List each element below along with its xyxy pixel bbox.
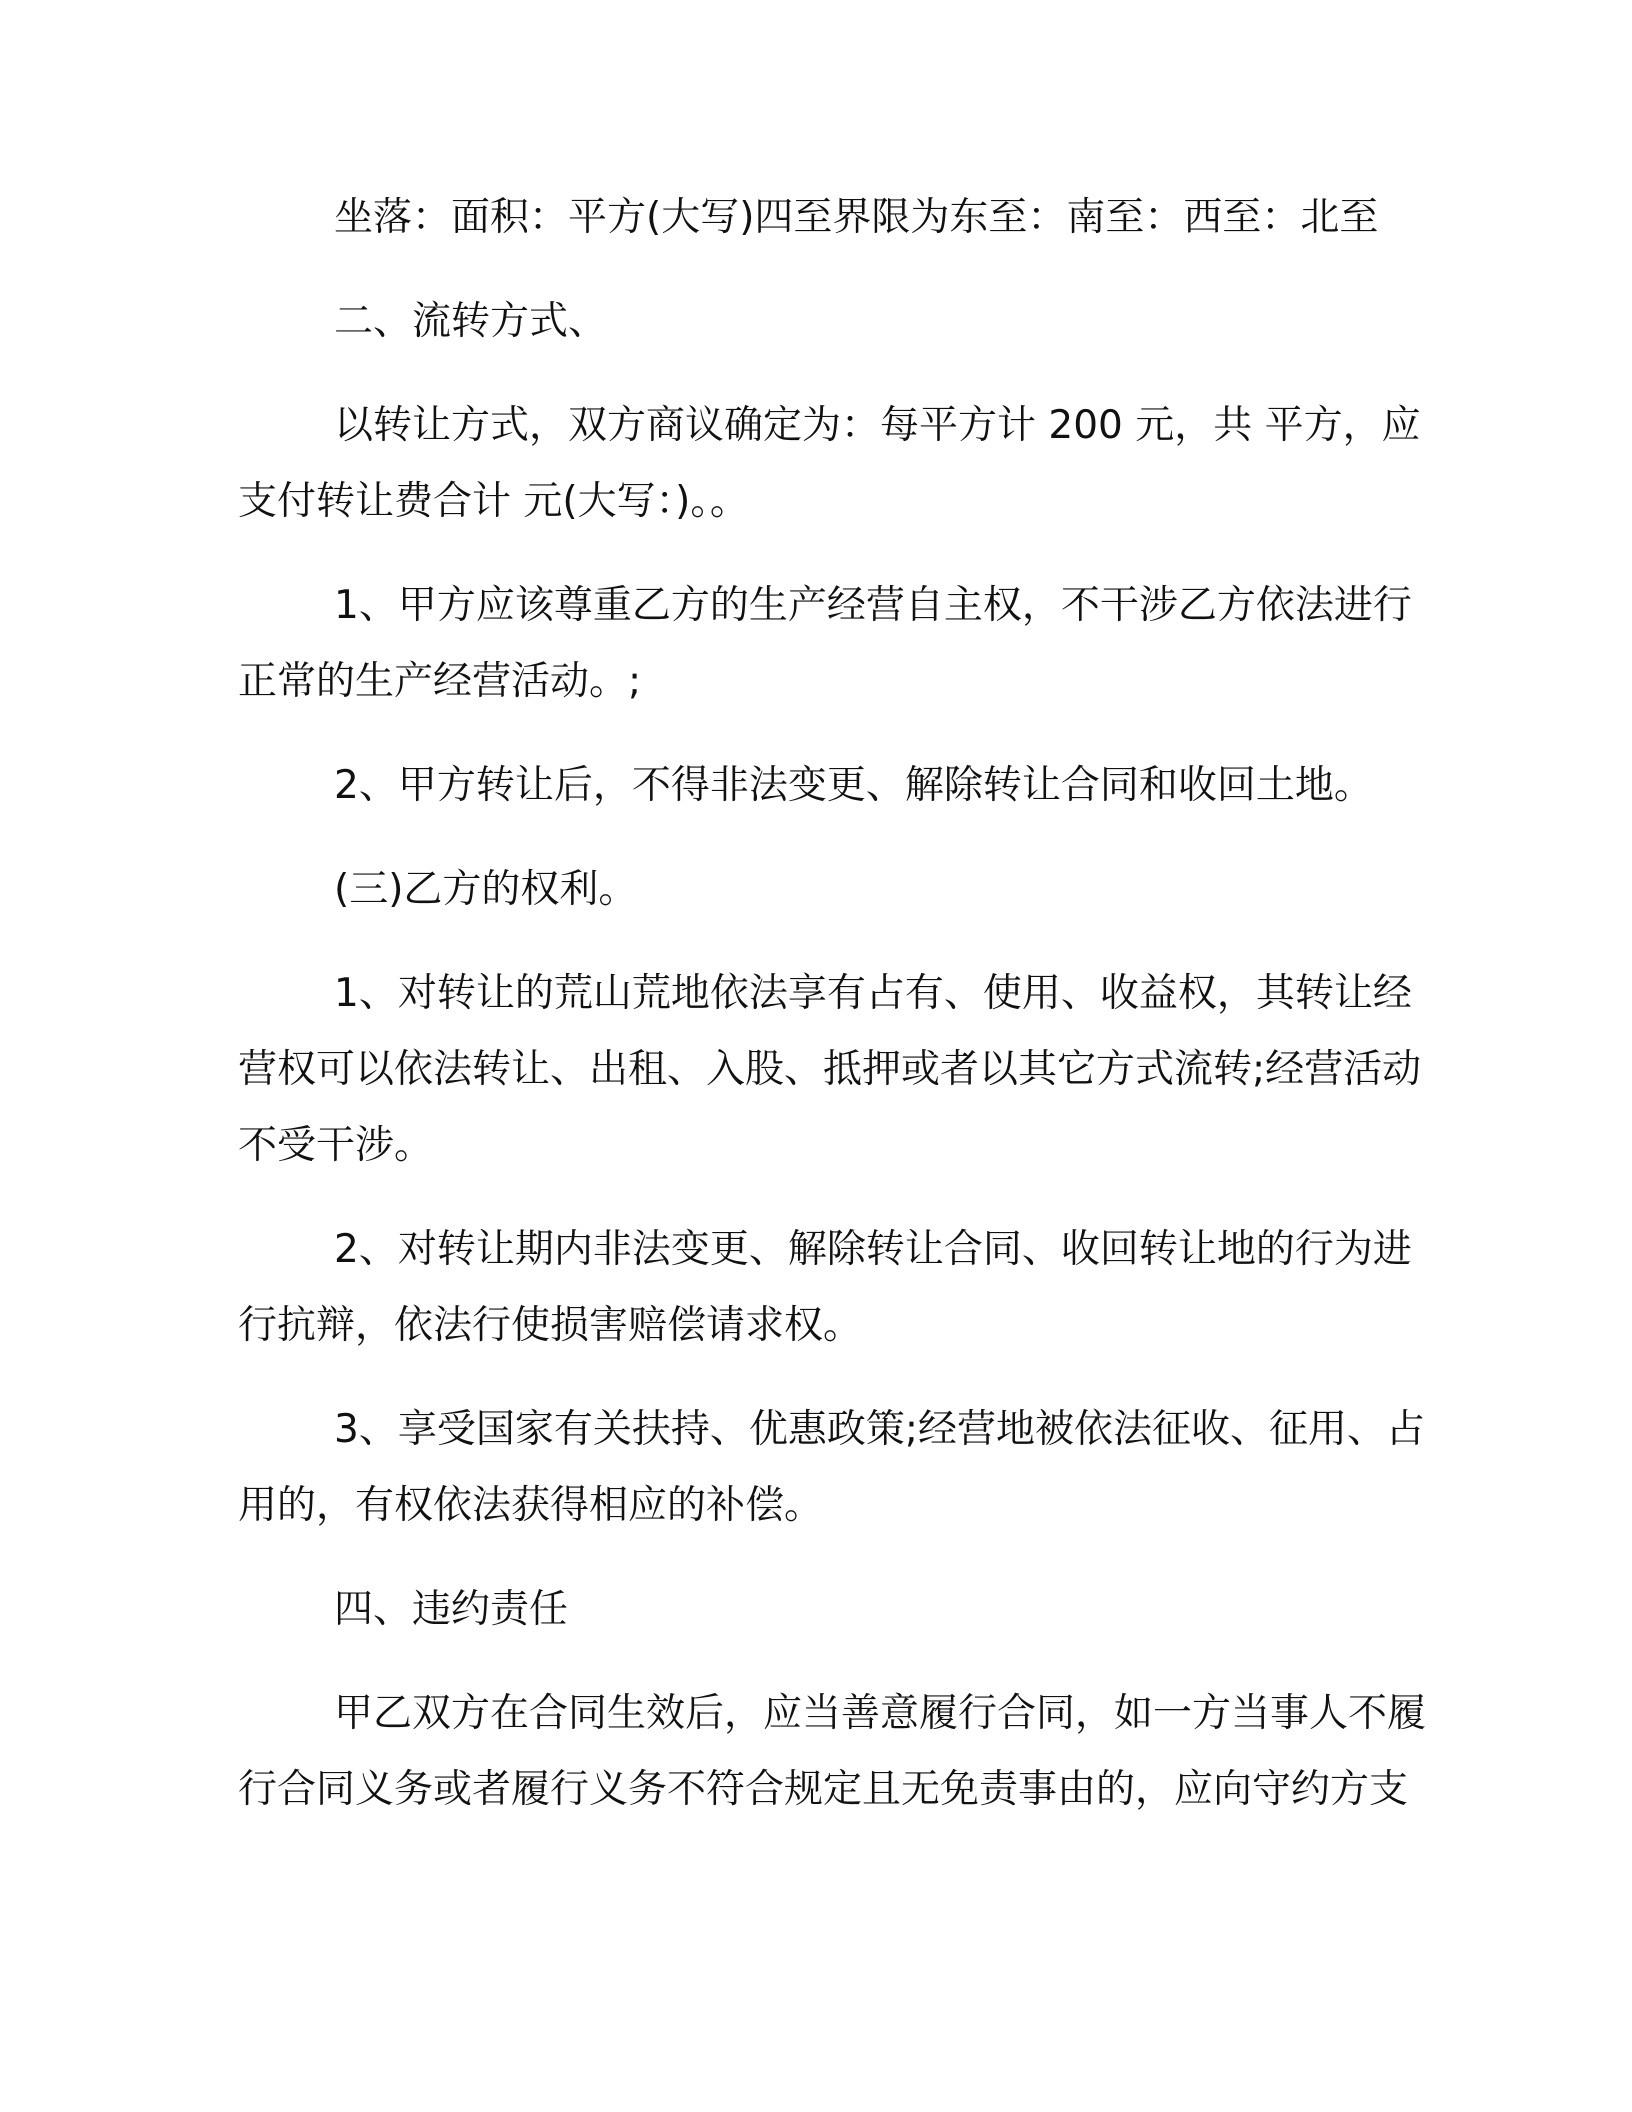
text-line-party-a-clause-2: 2、甲方转让后，不得非法变更、解除转让合同和收回土地。	[334, 763, 1373, 808]
text-line-party-b-clause-1-cont: 营权可以依法转让、出租、入股、抵押或者以其它方式流转;经营活动	[238, 1047, 1422, 1092]
text-line-party-b-clause-2-cont: 行抗辩，依法行使损害赔偿请求权。	[238, 1303, 863, 1348]
text-line-party-b-clause-2: 2、对转让期内非法变更、解除转让合同、收回转让地的行为进	[334, 1227, 1412, 1272]
text-line-party-b-clause-1: 1、对转让的荒山荒地依法享有占有、使用、收益权，其转让经	[334, 971, 1412, 1016]
text-line-breach-clause-cont: 行合同义务或者履行义务不符合规定且无免责事由的，应向守约方支	[238, 1767, 1409, 1812]
text-line-transfer-fee: 支付转让费合计 元(大写：)。。	[238, 479, 749, 524]
text-line-location: 坐落：面积：平方(大写)四至界限为东至：南至：西至：北至	[334, 195, 1379, 240]
text-line-party-b-clause-1-end: 不受干涉。	[238, 1123, 434, 1168]
text-line-party-a-clause-1-cont: 正常的生产经营活动。;	[238, 659, 642, 704]
text-line-party-b-clause-3: 3、享受国家有关扶持、优惠政策;经营地被依法征收、征用、占	[334, 1407, 1425, 1452]
heading-transfer-method: 二、流转方式、	[334, 299, 608, 344]
heading-party-b-rights: (三)乙方的权利。	[334, 867, 638, 912]
text-line-party-b-clause-3-cont: 用的，有权依法获得相应的补偿。	[238, 1483, 824, 1528]
text-line-transfer-price: 以转让方式，双方商议确定为：每平方计 200 元，共 平方，应	[334, 403, 1421, 448]
text-line-party-a-clause-1: 1、甲方应该尊重乙方的生产经营自主权，不干涉乙方依法进行	[334, 583, 1412, 628]
text-line-breach-clause: 甲乙双方在合同生效后，应当善意履行合同，如一方当事人不履	[334, 1691, 1427, 1736]
heading-breach-liability: 四、违约责任	[334, 1587, 569, 1632]
